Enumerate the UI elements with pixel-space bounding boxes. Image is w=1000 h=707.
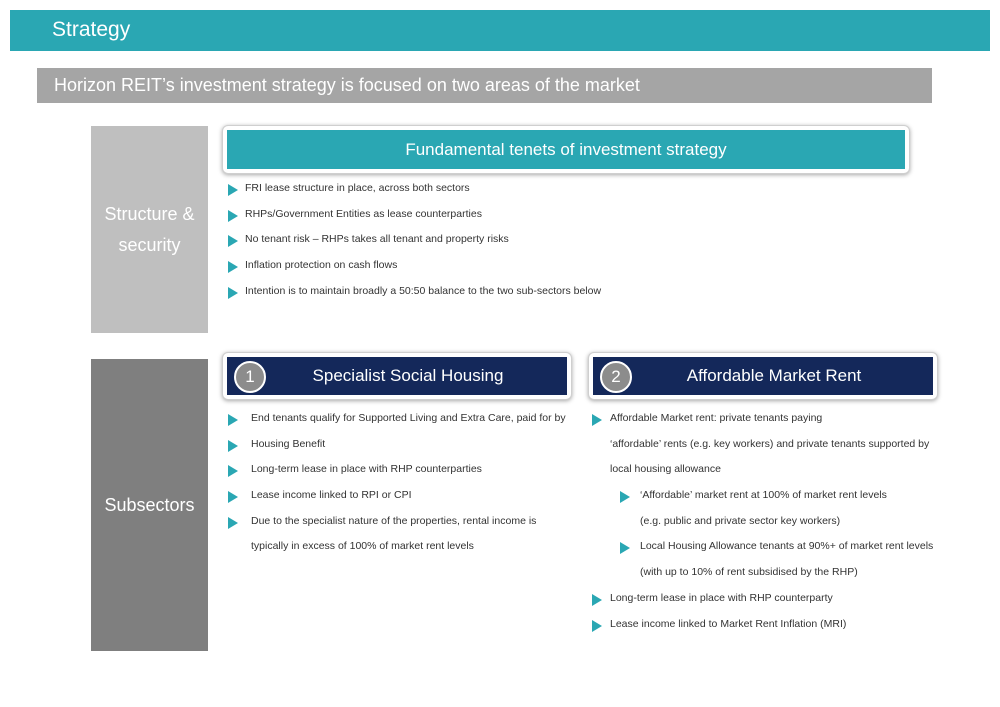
triangle-right-icon	[228, 517, 238, 529]
list-item: RHPs/Government Entities as lease counterparties	[228, 202, 601, 228]
affordable-market-rent-title: Affordable Market Rent	[686, 366, 862, 385]
triangle-right-icon	[620, 542, 630, 554]
list-item: ‘affordable’ rents (e.g. key workers) and private tenants supported by	[610, 437, 930, 450]
list-item: Local Housing Allowance tenants at 90%+ of market rent levels	[592, 534, 933, 560]
page-title: Strategy	[52, 18, 131, 41]
structure-security-label	[91, 126, 208, 333]
triangle-right-icon	[228, 440, 238, 452]
triangle-right-icon	[228, 261, 238, 273]
list-item: Due to the specialist nature of the properties, rental income is	[228, 509, 566, 535]
subtitle-text: Horizon REIT’s investment strategy is focused on two areas of the market	[54, 75, 640, 95]
affordable-market-rent-header	[588, 352, 938, 400]
triangle-right-icon	[228, 414, 238, 426]
sector-number-badge: 1	[234, 361, 266, 393]
list-item: local housing allowance	[610, 463, 721, 476]
triangle-right-icon	[228, 491, 238, 503]
list-item: Lease income linked to Market Rent Inflation (MRI)	[592, 612, 933, 638]
list-item: ‘Affordable’ market rent at 100% of market rent levels	[592, 483, 933, 509]
affordable-market-rent-list	[592, 406, 933, 637]
fundamentals-title: Fundamental tenets of investment strategy	[405, 139, 727, 159]
list-item: typically in excess of 100% of market rent levels	[251, 540, 474, 553]
subsectors-label-text: Subsectors	[104, 494, 195, 515]
list-item: Long-term lease in place with RHP counterparties	[228, 457, 566, 483]
specialist-social-housing-title: Specialist Social Housing	[312, 366, 504, 385]
specialist-social-housing-list	[228, 406, 566, 560]
list-item: End tenants qualify for Supported Living and Extra Care, paid for by	[228, 406, 566, 432]
triangle-right-icon	[620, 491, 630, 503]
subsectors-label	[91, 359, 208, 651]
triangle-right-icon	[228, 210, 238, 222]
triangle-right-icon	[228, 287, 238, 299]
list-item: Lease income linked to RPI or CPI	[228, 483, 566, 509]
list-item: Long-term lease in place with RHP counterparty	[592, 586, 933, 612]
triangle-right-icon	[592, 594, 602, 606]
list-item: FRI lease structure in place, across both sectors	[228, 176, 601, 202]
list-item: (e.g. public and private sector key workers)	[640, 514, 841, 527]
structure-label-line1: Structure &	[104, 203, 195, 224]
list-item: Inflation protection on cash flows	[228, 253, 601, 279]
structure-label-line2: security	[118, 234, 181, 255]
list-item: Affordable Market rent: private tenants paying	[592, 406, 933, 432]
subtitle-bar	[37, 68, 932, 103]
triangle-right-icon	[228, 184, 238, 196]
list-item: (with up to 10% of rent subsidised by the RHP)	[640, 566, 858, 579]
fundamentals-list	[228, 176, 601, 304]
list-item: Intention is to maintain broadly a 50:50 balance to the two sub-sectors below	[228, 279, 601, 305]
triangle-right-icon	[592, 620, 602, 632]
sector-number-badge: 2	[600, 361, 632, 393]
specialist-social-housing-header	[222, 352, 572, 400]
triangle-right-icon	[228, 235, 238, 247]
title-bar	[10, 10, 990, 51]
triangle-right-icon	[592, 414, 602, 426]
list-item: Housing Benefit	[228, 432, 566, 458]
fundamentals-header	[222, 125, 910, 174]
list-item: No tenant risk – RHPs takes all tenant and property risks	[228, 227, 601, 253]
triangle-right-icon	[228, 465, 238, 477]
